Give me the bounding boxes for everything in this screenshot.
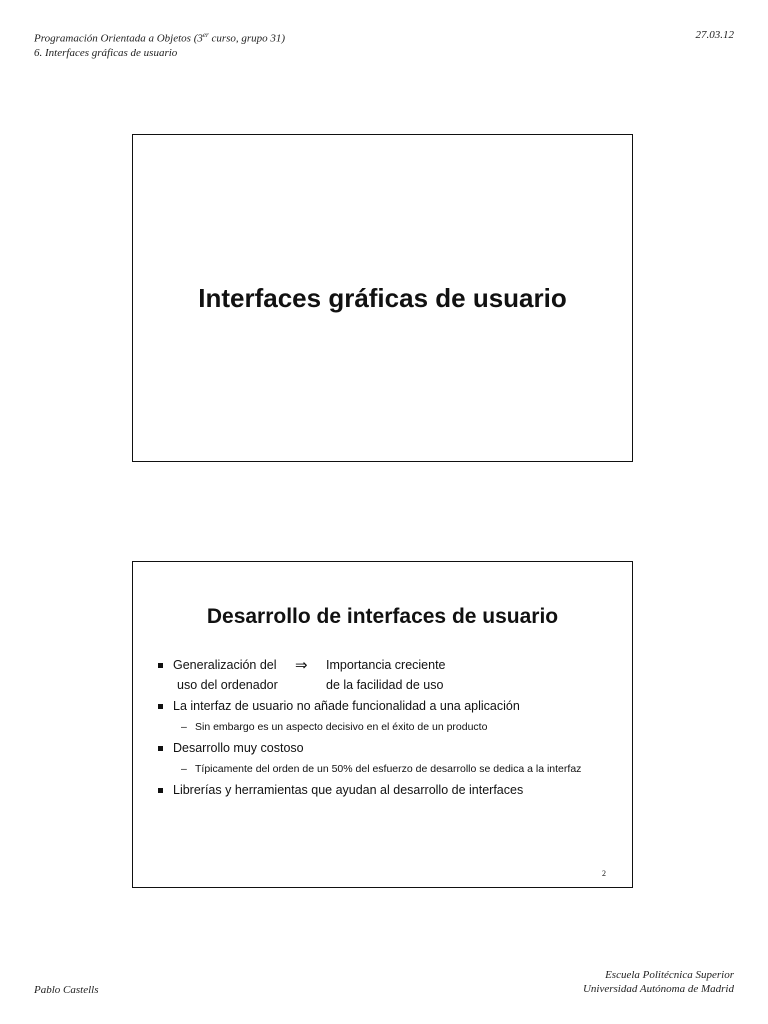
slide-1 (132, 134, 633, 462)
page-header-left (34, 28, 285, 60)
bullet-1-right-line1: Importancia creciente (326, 658, 446, 672)
bullet-4: Librerías y herramientas que ayudan al desarrollo de interfaces (173, 783, 524, 797)
bullet-2: La interfaz de usuario no añade funcionalidad a una aplicación (173, 699, 520, 713)
footer-school: Escuela Politécnica Superior (605, 969, 734, 981)
bullet-1-left-line1: Generalización del (173, 658, 277, 672)
bullet-1-right-line2: de la facilidad de uso (326, 678, 444, 692)
sub-dash: – (181, 763, 187, 775)
slide-1-title: Interfaces gráficas de usuario (198, 283, 567, 313)
bullet-square-icon (158, 704, 163, 709)
bullet-3: Desarrollo muy costoso (173, 741, 304, 755)
slide-2-title: Desarrollo de interfaces de usuario (206, 605, 559, 628)
bullet-1-left-line2: uso del ordenador (177, 678, 278, 692)
chapter-title: 6. Interfaces gráficas de usuario (34, 46, 178, 59)
slide-page-number: 2 (602, 869, 606, 878)
footer-author: Pablo Castells (34, 984, 99, 996)
slide-2 (132, 561, 633, 888)
page-date: 27.03.12 (695, 29, 734, 41)
page-footer-right (583, 968, 734, 996)
bullet-square-icon (158, 788, 163, 793)
sub-dash: – (181, 721, 187, 733)
bullet-3-sub: Típicamente del orden de un 50% del esfuerzo de desarrollo se dedica a la interfaz (195, 763, 582, 775)
bullet-2-sub: Sin embargo es un aspecto decisivo en el éxito de un producto (195, 721, 488, 733)
footer-university: Universidad Autónoma de Madrid (582, 983, 734, 995)
course-title: Programación Orientada a Objetos (3er curso, grupo 31) (34, 31, 286, 45)
bullet-square-icon (158, 746, 163, 751)
implies-arrow-icon: ⇒ (295, 657, 308, 674)
bullet-square-icon (158, 663, 163, 668)
